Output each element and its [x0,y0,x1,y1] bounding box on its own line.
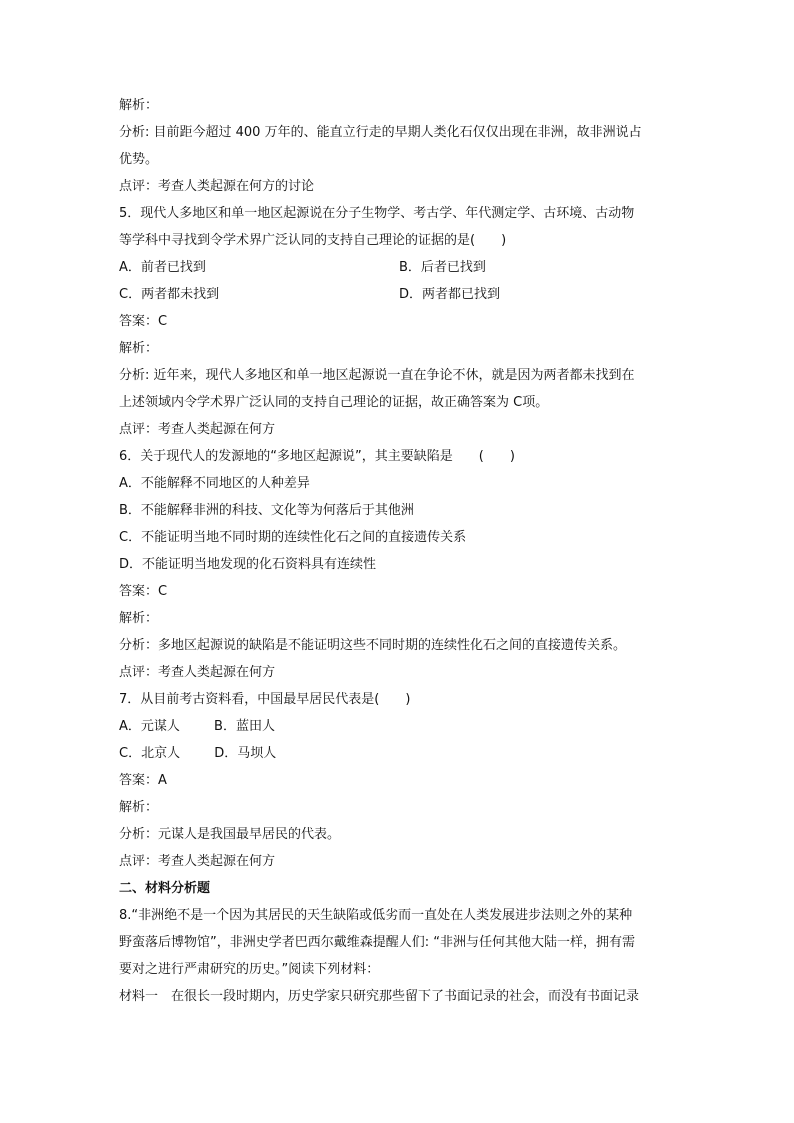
question-7-comment: 点评：考查人类起源在何方 [119,854,276,869]
option-d: D．不能证明当地发现的化石资料具有连续性 [119,557,377,572]
question-6-analysis-heading: 解析： [119,611,159,626]
question-5-options-row-2 [119,281,679,308]
question-5-stem: 5．现代人多地区和单一地区起源说在分子生物学、考古学、年代测定学、古环境、古动物 [119,206,635,221]
question-5-analysis: 分析: 近年来，现代人多地区和单一地区起源说一直在争论不休，就是因为两者都未找到在 [119,368,635,383]
question-5-options-row-1 [119,254,679,281]
question-7-analysis: 分析：元谋人是我国最早居民的代表。 [119,827,341,842]
question-6-analysis: 分析：多地区起源说的缺陷是不能证明这些不同时期的连续性化石之间的直接遗传关系。 [119,638,627,653]
comment-text: 点评：考查人类起源在何方的讨论 [119,179,315,194]
analysis-text-cont: 优势。 [119,152,159,167]
question-8-stem-cont-2: 要对之进行严肃研究的历史。”阅读下列材料： [119,962,380,977]
question-6-stem: 6．关于现代人的发源地的“多地区起源说”，其主要缺陷是 ( ) [119,449,515,464]
question-6-comment: 点评：考查人类起源在何方 [119,665,276,680]
option-c: C．两者都未找到 [119,287,220,302]
option-d: D．两者都已找到 [399,287,501,302]
analysis-text: 分析: 目前距今超过 400 万年的、能直立行走的早期人类化石仅仅出现在非洲，故非洲说占 [119,125,642,140]
question-7-analysis-heading: 解析： [119,800,159,815]
section-heading: 二、材料分析题 [119,881,211,896]
option-c: C．不能证明当地不同时期的连续性化石之间的直接遗传关系 [119,530,467,545]
option-a: A．不能解释不同地区的人种差异 [119,476,310,491]
question-7-answer: 答案：A [119,773,167,788]
question-8-stem-cont: 野蛮落后博物馆”，非洲史学者巴西尔戴维森提醒人们: “非洲与任何其他大陆一样，拥有需 [119,935,635,950]
option-c: C．北京人 [119,746,181,761]
document-page [119,92,679,1010]
question-8-stem: 8.“非洲绝不是一个因为其居民的天生缺陷或低劣而一直处在人类发展进步法则之外的某种 [119,908,633,923]
material-1: 材料一 在很长一段时期内，历史学家只研究那些留下了书面记录的社会，而没有书面记录 [119,989,640,1004]
option-b: B．蓝田人 [214,719,275,734]
question-5-analysis-heading: 解析： [119,341,159,356]
question-5-stem-cont: 等学科中寻找到令学术界广泛认同的支持自己理论的证据的是( ) [119,233,507,248]
question-5-analysis-cont: 上述领域内令学术界广泛认同的支持自己理论的证据，故正确答案为 C项。 [119,395,549,410]
analysis-heading: 解析： [119,98,159,113]
option-b: B．后者已找到 [399,260,486,275]
question-5-comment: 点评：考查人类起源在何方 [119,422,276,437]
question-7-options-row-2 [119,740,679,767]
question-7-stem: 7．从目前考古资料看，中国最早居民代表是( ) [119,692,411,707]
option-a: A．前者已找到 [119,260,206,275]
question-7-options-row-1 [119,713,679,740]
question-6-answer: 答案：C [119,584,168,599]
option-b: B．不能解释非洲的科技、文化等为何落后于其他洲 [119,503,414,518]
option-a: A．元谋人 [119,719,180,734]
option-d: D．马坝人 [214,746,277,761]
question-5-answer: 答案：C [119,314,168,329]
